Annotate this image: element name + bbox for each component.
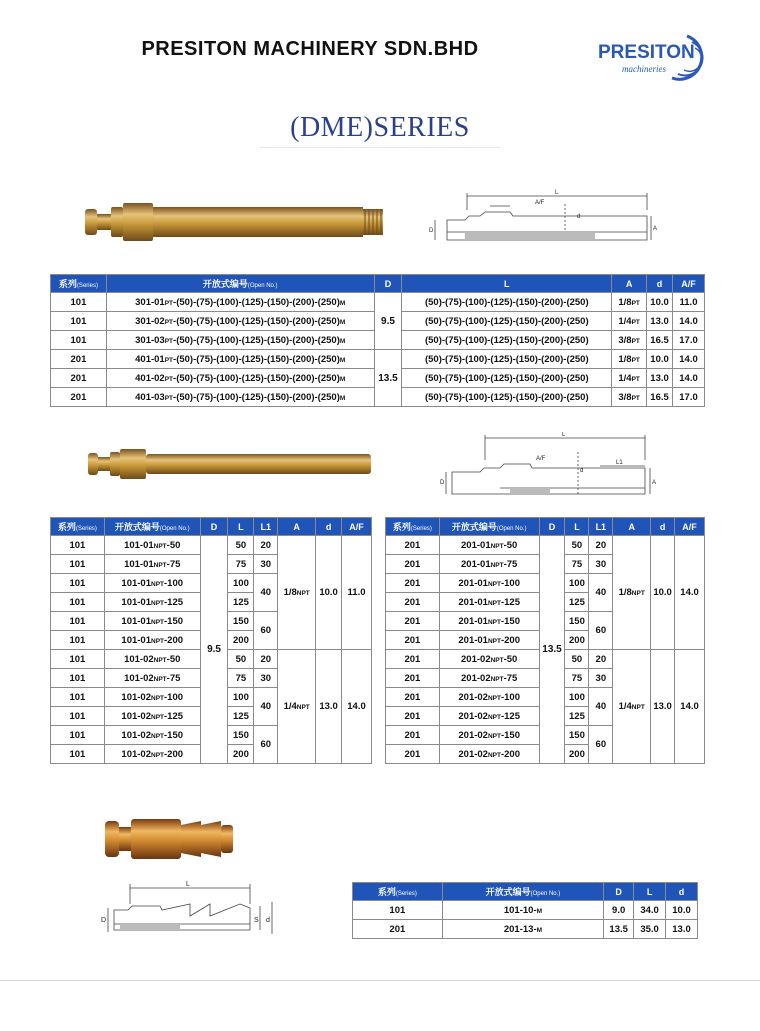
table-row: 201 201-02NPT-125 125 bbox=[386, 707, 705, 726]
company-name: PRESITON MACHINERY SDN.BHD bbox=[141, 38, 479, 60]
header-a: A bbox=[613, 518, 651, 536]
drawing-label-big-d: D bbox=[429, 228, 434, 234]
header-l: L bbox=[228, 518, 254, 536]
table-row: 101 101-02NPT-200 200 bbox=[51, 745, 372, 764]
spec-table-series-101 bbox=[50, 517, 372, 764]
product-image-hose-barb bbox=[105, 815, 235, 863]
table-row: 201 201-02NPT-75 75 30 bbox=[386, 669, 705, 688]
header-open-no: 开放式编号(Open No.) bbox=[106, 275, 374, 293]
drawing2-label-big-d: D bbox=[440, 480, 445, 486]
drawing3-label-big-d: D bbox=[101, 917, 107, 924]
table-row: 101 101-02NPT-100 100 40 bbox=[51, 688, 372, 707]
header-l: L bbox=[565, 518, 589, 536]
table-row: 101 301-02PT-(50)-(75)-(100)-(125)-(150)-(200)-(250)M (50)-(75)-(100)-(125)-(150)-(200)-(250) 1/4PT 13.0 14.0 bbox=[51, 312, 705, 331]
header-l1: L1 bbox=[589, 518, 613, 536]
table-row: 101 101-02NPT-150 150 60 bbox=[51, 726, 372, 745]
spec-table-series-201 bbox=[385, 517, 705, 764]
table-row: 101 101-01NPT-150 150 60 bbox=[51, 612, 372, 631]
table-row: 201 201-01NPT-50 13.5 50 20 1/8NPT 10.0 14.0 bbox=[386, 536, 705, 555]
header-l: L bbox=[402, 275, 612, 293]
header-open-no: 开放式编号(Open No.) bbox=[442, 883, 603, 901]
table-row: 201 401-03PT-(50)-(75)-(100)-(125)-(150)-(200)-(250)M (50)-(75)-(100)-(125)-(150)-(200)-(250) 3/8PT 16.5 17.0 bbox=[51, 388, 705, 407]
d-cell: 13.5 bbox=[539, 536, 565, 764]
d-group-cell: 13.5 bbox=[374, 350, 402, 407]
drawing2-label-l1: L1 bbox=[616, 460, 623, 466]
table-row: 101 101-01NPT-125 125 bbox=[51, 593, 372, 612]
footer-divider bbox=[0, 980, 760, 981]
header-d: D bbox=[200, 518, 228, 536]
table-row: 101 301-03PT-(50)-(75)-(100)-(125)-(150)-(200)-(250)M (50)-(75)-(100)-(125)-(150)-(200)-(250) 3/8PT 16.5 17.0 bbox=[51, 331, 705, 350]
table-row: 201 201-02NPT-150 150 60 bbox=[386, 726, 705, 745]
header-l: L bbox=[634, 883, 666, 901]
table-row: 101 101-01NPT-100 100 40 bbox=[51, 574, 372, 593]
header-small-d: d bbox=[647, 275, 673, 293]
drawing-label-d: d bbox=[577, 214, 581, 220]
product-image-long-pipe-nipple bbox=[88, 445, 373, 485]
drawing2-label-af: A/F bbox=[536, 456, 546, 462]
table-row: 201 401-02PT-(50)-(75)-(100)-(125)-(150)-(200)-(250)M (50)-(75)-(100)-(125)-(150)-(200)-(250) 1/4PT 13.0 14.0 bbox=[51, 369, 705, 388]
table-row: 101 301-01PT-(50)-(75)-(100)-(125)-(150)-(200)-(250)M 9.5 (50)-(75)-(100)-(125)-(150)-(200)-(250) 1/8PT 10.0 11.0 bbox=[51, 293, 705, 312]
technical-drawing-2 bbox=[440, 432, 665, 502]
table-row: 201 201-02NPT-200 200 bbox=[386, 745, 705, 764]
header-small-d: d bbox=[666, 883, 698, 901]
header-d: D bbox=[604, 883, 634, 901]
header-a: A bbox=[612, 275, 647, 293]
header-series: 系列(Series) bbox=[51, 518, 105, 536]
drawing3-label-s: S bbox=[254, 917, 259, 924]
table-row: 201 201-02NPT-50 50 20 1/4NPT 13.0 14.0 bbox=[386, 650, 705, 669]
spec-table-hose-barb bbox=[352, 882, 698, 939]
header-af: A/F bbox=[675, 518, 705, 536]
drawing2-label-a: A bbox=[652, 480, 657, 486]
title-divider bbox=[260, 147, 500, 148]
table-row: 101 101-01NPT-50 9.5 50 20 1/8NPT 10.0 11.0 bbox=[51, 536, 372, 555]
header-a: A bbox=[278, 518, 316, 536]
table-row: 201 201-01NPT-75 75 30 bbox=[386, 555, 705, 574]
table-row: 101 101-02NPT-50 50 20 1/4NPT 13.0 14.0 bbox=[51, 650, 372, 669]
technical-drawing-1 bbox=[425, 188, 665, 250]
product-image-long-threaded-nipple bbox=[85, 195, 385, 250]
header-af: A/F bbox=[673, 275, 705, 293]
drawing-label-l: L bbox=[555, 190, 559, 196]
header-d: D bbox=[539, 518, 565, 536]
table-row: 201 201-01NPT-150 150 60 bbox=[386, 612, 705, 631]
table-row: 201 201-01NPT-100 100 40 bbox=[386, 574, 705, 593]
table-row: 201 201-02NPT-100 100 40 bbox=[386, 688, 705, 707]
drawing3-label-d: d bbox=[266, 917, 270, 924]
table-row: 101 101-02NPT-125 125 bbox=[51, 707, 372, 726]
technical-drawing-3 bbox=[100, 878, 285, 938]
d-group-cell: 9.5 bbox=[374, 293, 402, 350]
header-small-d: d bbox=[651, 518, 675, 536]
drawing2-label-l: L bbox=[562, 432, 566, 438]
header-small-d: d bbox=[316, 518, 342, 536]
header-open-no: 开放式编号(Open No.) bbox=[104, 518, 200, 536]
table-row: 201 201-13-M 13.5 35.0 13.0 bbox=[353, 920, 698, 939]
logo-text: PRESITON bbox=[598, 42, 695, 63]
header-series: 系列(Series) bbox=[51, 275, 107, 293]
table-row: 101 101-10-M 9.0 34.0 10.0 bbox=[353, 901, 698, 920]
d-cell: 9.5 bbox=[200, 536, 228, 764]
table-row: 101 101-01NPT-200 200 bbox=[51, 631, 372, 650]
drawing-label-af: A/F bbox=[535, 200, 545, 206]
table-row: 201 401-01PT-(50)-(75)-(100)-(125)-(150)-(200)-(250)M 13.5 (50)-(75)-(100)-(125)-(150)-(200)-(250) 1/8PT 10.0 14.0 bbox=[51, 350, 705, 369]
series-title: (DME)SERIES bbox=[290, 112, 470, 143]
table-row: 201 201-01NPT-125 125 bbox=[386, 593, 705, 612]
header-d: D bbox=[374, 275, 402, 293]
header-l1: L1 bbox=[254, 518, 278, 536]
header-af: A/F bbox=[342, 518, 372, 536]
table-row: 101 101-02NPT-75 75 30 bbox=[51, 669, 372, 688]
drawing2-label-d: d bbox=[580, 468, 584, 474]
spec-table-dme-nipple bbox=[50, 274, 705, 407]
header-series: 系列(Series) bbox=[386, 518, 440, 536]
header-series: 系列(Series) bbox=[353, 883, 443, 901]
logo-subtext: machineries bbox=[622, 64, 666, 74]
drawing-label-a: A bbox=[653, 226, 658, 232]
drawing3-label-l: L bbox=[186, 881, 190, 888]
header-open-no: 开放式编号(Open No.) bbox=[439, 518, 539, 536]
table-row: 101 101-01NPT-75 75 30 bbox=[51, 555, 372, 574]
company-logo bbox=[592, 30, 722, 85]
table-row: 201 201-01NPT-200 200 bbox=[386, 631, 705, 650]
